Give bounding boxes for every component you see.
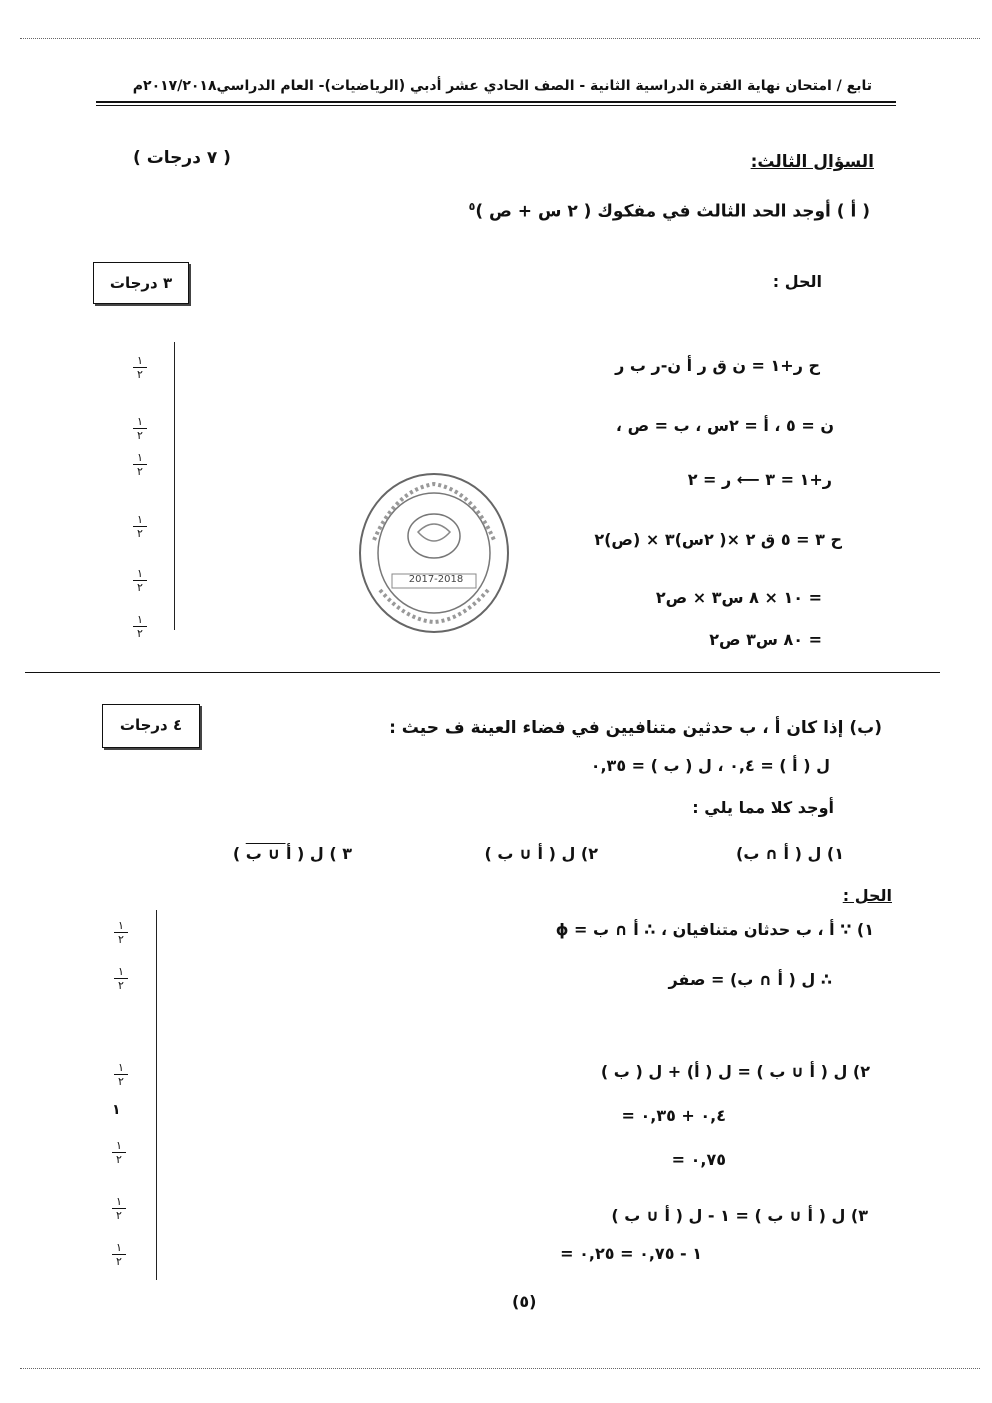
score-half: ١ ٢ — [133, 614, 147, 639]
part-b-solution-label: الحل : — [842, 886, 892, 905]
header-rule — [96, 101, 896, 103]
score-one: ١ — [112, 1102, 121, 1118]
score-half: ١ ٢ — [133, 514, 147, 539]
solution-b-line-2: ∴ ل ( أ ∩ ب) = صفر — [668, 970, 832, 989]
solution-a-line-3: ر+١ = ٣ ⟵ ر = ٢ — [687, 470, 832, 489]
question-title: السؤال الثالث: — [750, 152, 874, 172]
score-half: ١ ٢ — [114, 1062, 128, 1087]
score-half: ١ ٢ — [114, 966, 128, 991]
solution-b-line-3: ٢) ل ( أ ∪ ب ) = ل ( أ) + ل ( ب ) — [600, 1062, 870, 1081]
solution-a-line-4: ح ٣ = ٥ ق ٢ ×( ٢س)٣ × (ص)٢ — [594, 530, 842, 549]
solution-a-line-5: = ١٠ × ٨ س٣ × ص٢ — [655, 588, 822, 607]
part-b-find: أوجد كلا مما يلي : — [692, 798, 834, 817]
page-header: تابع / امتحان نهاية الفترة الدراسية الثانية - الصف الحادي عشر أدبي (الرياضيات)- العام الدراسي٢٠١٧/٢٠١٨م — [132, 78, 872, 94]
score-half: ١ ٢ — [133, 452, 147, 477]
score-half: ١ ٢ — [133, 568, 147, 593]
solution-b-line-5: = ٠,٧٥ — [671, 1150, 726, 1169]
part-a-question: ( أ ) أوجد الحد الثالث في مفكوك ( ٢ س + ص )$^٥$ — [468, 200, 870, 222]
header-rule-2 — [96, 105, 896, 106]
part-a-solution-label: الحل : — [772, 272, 822, 291]
score-half: ١ ٢ — [112, 1242, 126, 1267]
solution-a-line-2: ن = ٥ ، أ = ٢س ، ب = ص ، — [615, 416, 834, 435]
score-column-line-a — [174, 342, 175, 630]
part-a-marks-box: ٣ درجات — [93, 262, 189, 304]
section-divider — [25, 672, 940, 673]
total-marks: ( ٧ درجات ) — [133, 148, 231, 168]
solution-b-line-7: = ١ - ٠,٧٥ = ٠,٢٥ — [560, 1244, 702, 1263]
solution-b-line-4: = ٠,٤ + ٠,٣٥ — [621, 1106, 726, 1125]
part-b-question: (ب) إذا كان أ ، ب حدثين متنافيين في فضاء العينة ف حيث : — [389, 718, 882, 738]
solution-a-line-6: = ٨٠ س٣ ص٢ — [709, 630, 822, 649]
score-half: ١ ٢ — [114, 920, 128, 945]
part-b-item-2: ٢) ل ( أ ∪ ب ) — [484, 844, 598, 863]
score-half: ١ ٢ — [133, 416, 147, 441]
scan-line-bottom — [20, 1368, 980, 1369]
solution-b-line-1: ١) ∵ أ ، ب حدثان متنافيان ، ∴ أ ∩ ب = ϕ — [555, 920, 874, 939]
part-b-item-1: ١) ل ( أ ∩ ب) — [736, 844, 844, 863]
part-b-item-3: ٣ ) ل ( أ ∪ ب ) — [232, 844, 352, 863]
page-number: (٥) — [512, 1292, 537, 1311]
part-b-marks-box: ٤ درجات — [102, 704, 200, 748]
score-half: ١ ٢ — [112, 1140, 126, 1165]
official-stamp — [356, 470, 512, 636]
stamp-year: 2017-2018 — [408, 574, 464, 585]
scan-line-top — [20, 38, 980, 39]
part-b-given: ل ( أ ) = ٠,٤ ، ل ( ب ) = ٠,٣٥ — [590, 756, 830, 775]
score-half: ١ ٢ — [112, 1196, 126, 1221]
score-column-line-b — [156, 910, 157, 1280]
score-half: ١ ٢ — [133, 355, 147, 380]
solution-a-line-1: ح ر+١ = ن ق ر أ ن-ر ب ر — [615, 356, 820, 375]
solution-b-line-6: ٣) ل ( أ ∪ ب ) = ١ - ل ( أ ∪ ب ) — [611, 1206, 868, 1225]
